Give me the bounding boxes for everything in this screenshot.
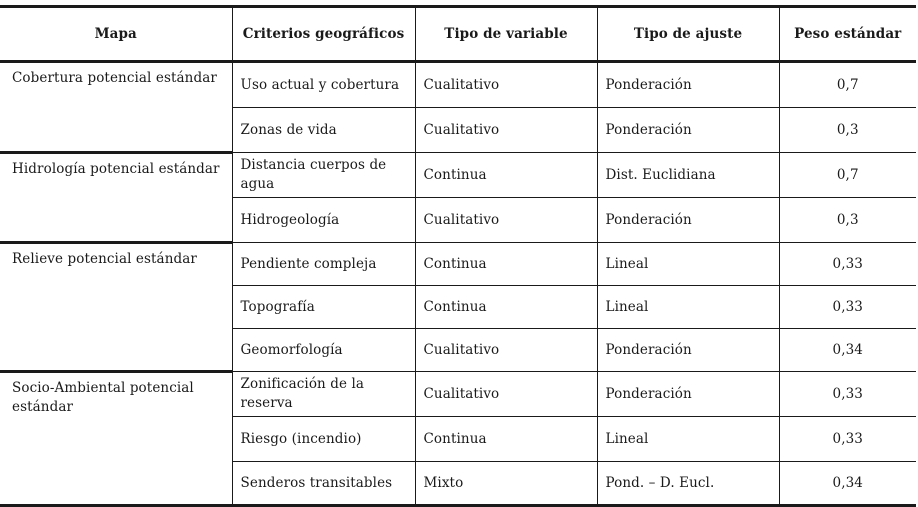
tipo-ajuste-cell: Ponderación bbox=[597, 108, 779, 153]
peso-cell: 0,33 bbox=[779, 417, 916, 462]
criterio-cell: Zonas de vida bbox=[232, 108, 415, 153]
tipo-variable-cell: Cualitativo bbox=[415, 198, 597, 243]
tipo-variable-cell: Cualitativo bbox=[415, 329, 597, 372]
table-row bbox=[0, 62, 916, 108]
table-row bbox=[0, 153, 916, 198]
map-cell: Hidrología potencial estándar bbox=[0, 153, 232, 243]
table-header bbox=[0, 7, 916, 62]
criterio-cell: Pendiente compleja bbox=[232, 243, 415, 286]
map-cell: Cobertura potencial estándar bbox=[0, 62, 232, 153]
peso-cell: 0,7 bbox=[779, 153, 916, 198]
criterio-cell: Geomorfología bbox=[232, 329, 415, 372]
tipo-variable-cell: Continua bbox=[415, 417, 597, 462]
tipo-variable-cell: Continua bbox=[415, 153, 597, 198]
header-row bbox=[0, 7, 916, 62]
table-row bbox=[0, 372, 916, 417]
peso-cell: 0,34 bbox=[779, 329, 916, 372]
criterio-cell: Senderos transitables bbox=[232, 462, 415, 506]
peso-cell: 0,33 bbox=[779, 243, 916, 286]
map-cell: Relieve potencial estándar bbox=[0, 243, 232, 372]
criterio-cell: Uso actual y cobertura bbox=[232, 62, 415, 108]
header-peso: Peso estándar bbox=[779, 7, 916, 62]
criterio-cell: Zonificación de la reserva bbox=[232, 372, 415, 417]
tipo-ajuste-cell: Lineal bbox=[597, 243, 779, 286]
peso-cell: 0,3 bbox=[779, 108, 916, 153]
criterio-cell: Topografía bbox=[232, 286, 415, 329]
tipo-variable-cell: Continua bbox=[415, 243, 597, 286]
tipo-variable-cell: Cualitativo bbox=[415, 108, 597, 153]
tipo-ajuste-cell: Ponderación bbox=[597, 198, 779, 243]
table-body bbox=[0, 62, 916, 506]
tipo-ajuste-cell: Ponderación bbox=[597, 372, 779, 417]
tipo-variable-cell: Cualitativo bbox=[415, 372, 597, 417]
tipo-ajuste-cell: Pond. – D. Eucl. bbox=[597, 462, 779, 506]
tipo-ajuste-cell: Ponderación bbox=[597, 62, 779, 108]
table-row bbox=[0, 243, 916, 286]
header-criterios: Criterios geográficos bbox=[232, 7, 415, 62]
peso-cell: 0,33 bbox=[779, 372, 916, 417]
tipo-variable-cell: Continua bbox=[415, 286, 597, 329]
tipo-ajuste-cell: Ponderación bbox=[597, 329, 779, 372]
tipo-ajuste-cell: Lineal bbox=[597, 417, 779, 462]
header-tipo-ajuste: Tipo de ajuste bbox=[597, 7, 779, 62]
criterio-cell: Riesgo (incendio) bbox=[232, 417, 415, 462]
peso-cell: 0,7 bbox=[779, 62, 916, 108]
tipo-ajuste-cell: Dist. Euclidiana bbox=[597, 153, 779, 198]
criterio-cell: Distancia cuerpos de agua bbox=[232, 153, 415, 198]
peso-cell: 0,34 bbox=[779, 462, 916, 506]
map-cell: Socio-Ambiental potencial estándar bbox=[0, 372, 232, 506]
criterio-cell: Hidrogeología bbox=[232, 198, 415, 243]
tipo-variable-cell: Mixto bbox=[415, 462, 597, 506]
header-mapa: Mapa bbox=[94, 26, 137, 42]
peso-cell: 0,3 bbox=[779, 198, 916, 243]
tipo-variable-cell: Cualitativo bbox=[415, 62, 597, 108]
peso-cell: 0,33 bbox=[779, 286, 916, 329]
header-tipo-variable: Tipo de variable bbox=[415, 7, 597, 62]
criteria-table bbox=[0, 5, 916, 507]
tipo-ajuste-cell: Lineal bbox=[597, 286, 779, 329]
